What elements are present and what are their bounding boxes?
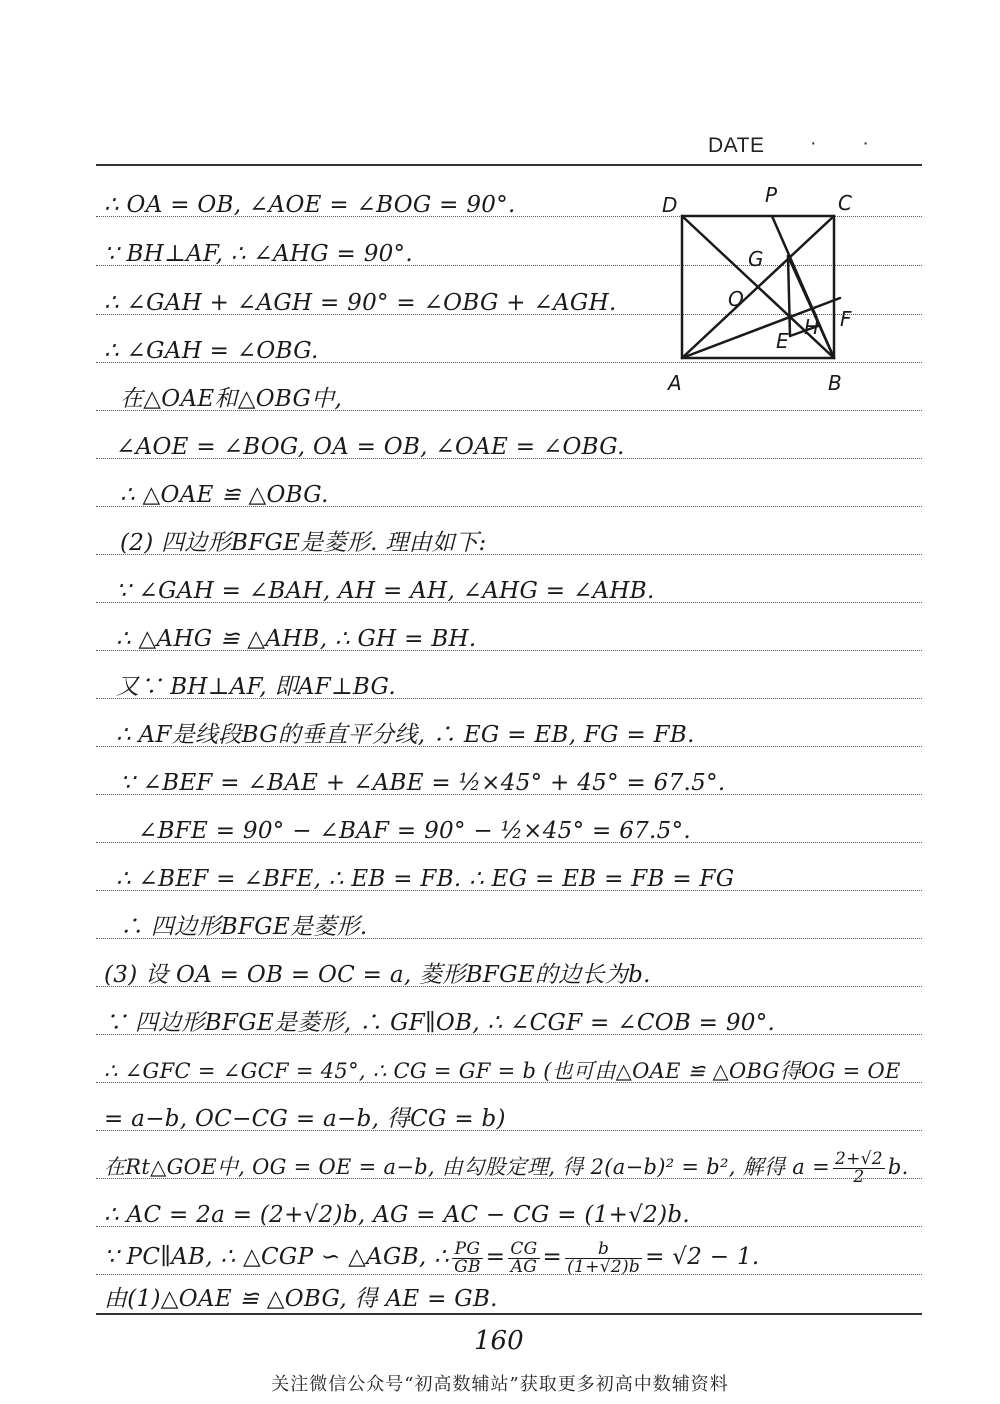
fraction-pg-gb: $\frac{PG}{GB}$	[454, 1238, 481, 1277]
proof-line: 由(1)△OAE ≌ △OBG, 得 AE = GB.	[104, 1286, 498, 1312]
footer-notice: 关注微信公众号“初高数辅站”获取更多初高中数辅资料	[271, 1374, 729, 1395]
proof-line: ∠AOE = ∠BOG, OA = OB, ∠OAE = ∠OBG.	[116, 434, 625, 460]
fraction-b: $\frac{b}{(1+√2)b}$	[567, 1238, 641, 1277]
proof-text: ∵ PC∥AB, ∴ △CGP ∽ △AGB, ∴	[104, 1244, 450, 1270]
date-label: DATE	[708, 134, 765, 157]
proof-line: ∴ AC = 2a = (2+√2)b, AG = AC − CG = (1+√2)b.	[104, 1202, 690, 1228]
label-f: F	[840, 307, 852, 331]
label-c: C	[838, 191, 852, 215]
proof-line: ∴ ∠GAH = ∠OBG.	[104, 338, 319, 364]
proof-line: 在△OAE和△OBG中,	[120, 386, 343, 412]
proof-line: ∵ ∠BEF = ∠BAE + ∠ABE = ½×45° + 45° = 67.5°.	[120, 770, 726, 796]
label-d: D	[662, 193, 678, 217]
proof-line: ∴ △AHG ≌ △AHB, ∴ GH = BH.	[116, 626, 477, 652]
label-p: P	[765, 183, 778, 207]
fraction-result: = √2 − 1.	[645, 1244, 760, 1270]
proof-text: 在Rt△GOE中, OG = OE = a−b, 由勾股定理, 得 2(a−b)² = b², 解得 a =	[104, 1155, 830, 1179]
proof-line: ∵ 四边形BFGE是菱形, ∴ GF∥OB, ∴ ∠CGF = ∠COB = 90°.	[104, 1010, 776, 1036]
proof-line: (2) 四边形BFGE是菱形. 理由如下:	[120, 530, 487, 556]
square-geometry-figure	[660, 176, 860, 398]
segment-gf	[788, 256, 816, 316]
proof-line-pythagoras	[104, 1149, 909, 1187]
label-h: H	[804, 315, 820, 339]
segment-ge	[788, 256, 790, 336]
proof-line: = a−b, OC−CG = a−b, 得CG = b)	[104, 1106, 506, 1132]
header-rule	[96, 164, 922, 166]
proof-line-similar: ∵ PC∥AB, ∴ △CGP ∽ △AGB, ∴ $\frac{PG}{GB}$ = $\frac{CG}{AG}$ = $\frac{b}{(1+√2)b}$ = √2 − 1.	[104, 1238, 760, 1277]
proof-line: ∴ OA = OB, ∠AOE = ∠BOG = 90°.	[104, 192, 516, 218]
fraction-suffix: b.	[887, 1155, 909, 1179]
proof-line: (3) 设 OA = OB = OC = a, 菱形BFGE的边长为b.	[104, 962, 651, 988]
date-dots: · ·	[810, 132, 889, 154]
proof-line: ∴ 四边形BFGE是菱形.	[120, 914, 368, 940]
proof-line: ∵ BH⊥AF, ∴ ∠AHG = 90°.	[104, 241, 413, 267]
proof-line: 又∵ BH⊥AF, 即AF⊥BG.	[116, 674, 396, 700]
footer-rule	[96, 1313, 922, 1315]
proof-line: ∴ ∠GFC = ∠GCF = 45°, ∴ CG = GF = b (也可由△OAE ≌ △OBG得OG = OE	[104, 1059, 901, 1083]
label-g: G	[748, 247, 764, 271]
proof-line: ∴ ∠GAH + ∠AGH = 90° = ∠OBG + ∠AGH.	[104, 290, 617, 316]
proof-line: ∴ ∠BEF = ∠BFE, ∴ EB = FB. ∴ EG = EB = FB = FG	[116, 866, 735, 892]
label-a: A	[668, 371, 682, 395]
page-number: 160	[474, 1326, 524, 1356]
label-o: O	[728, 287, 744, 311]
fraction-a-value: $\frac{2+√2}{2}$	[834, 1149, 883, 1187]
label-e: E	[776, 329, 789, 353]
proof-line: ∴ △OAE ≌ △OBG.	[120, 482, 329, 508]
proof-line: ∵ ∠GAH = ∠BAH, AH = AH, ∠AHG = ∠AHB.	[116, 578, 655, 604]
fraction-cg-ag: $\frac{CG}{AG}$	[510, 1238, 538, 1277]
label-b: B	[828, 371, 842, 395]
proof-line: ∴ AF是线段BG的垂直平分线, ∴ EG = EB, FG = FB.	[116, 722, 695, 748]
proof-line: ∠BFE = 90° − ∠BAF = 90° − ½×45° = 67.5°.	[138, 818, 692, 844]
